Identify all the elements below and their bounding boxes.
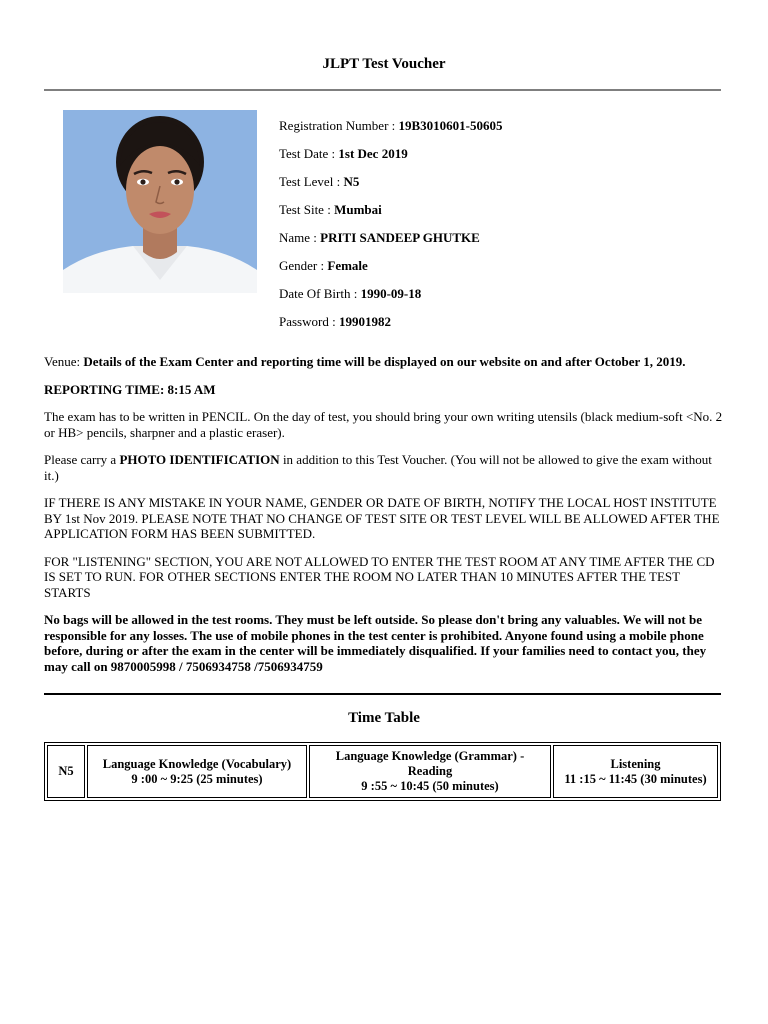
test-site: Mumbai (334, 202, 382, 217)
session-name: Language Knowledge (Grammar) - Reading (335, 749, 525, 778)
pencil-note: The exam has to be written in PENCIL. On the day of test, you should bring your own writing utensils (black medium-soft <No. 2 or HB> pencils, sharpner and a plastic eraser). (44, 409, 723, 440)
candidate-name: PRITI SANDEEP GHUTKE (320, 230, 480, 245)
candidate-details (279, 118, 503, 342)
date-of-birth-row: Date Of Birth : 1990-09-18 (279, 286, 422, 301)
test-level-row: Test Level : N5 (279, 174, 360, 189)
reporting-time: REPORTING TIME: 8:15 AM (44, 381, 216, 397)
test-date-row: Test Date : 1st Dec 2019 (279, 146, 408, 161)
section-divider (44, 693, 721, 695)
bags-note: No bags will be allowed in the test rooms. They must be left outside. So please don't bring any valuables. We will not be responsible for any losses. The use of mobile phones in the test center is prohibited. Anyone found using a mobile phone before, during or after the exam in the center will be immediately disqualified. If your families need to contact you, they may call on 9870005998 / 7506934758 /7506934759 (44, 612, 707, 674)
time-table (44, 742, 721, 801)
level-cell: N5 (47, 745, 85, 798)
mistake-note: IF THERE IS ANY MISTAKE IN YOUR NAME, GENDER OR DATE OF BIRTH, NOTIFY THE LOCAL HOST INSTITUTE BY 1st Nov 2019. PLEASE NOTE THAT NO CHANGE OF TEST SITE OR TEST LEVEL WILL BE ALLOWED AFTER THE APPLICATION FORM HAS BEEN SUBMITTED. (44, 495, 720, 541)
header-divider (44, 89, 721, 91)
session-cell (309, 745, 551, 798)
session-name: Listening (610, 756, 661, 771)
table-row (47, 745, 718, 798)
test-date: 1st Dec 2019 (338, 146, 408, 161)
date-of-birth: 1990-09-18 (360, 286, 422, 301)
venue-paragraph: Venue: Details of the Exam Center and reporting time will be displayed on our website on and after October 1, 2019. (44, 354, 686, 369)
instructions (44, 354, 724, 686)
session-time: 9 :00 ~ 9:25 (25 minutes) (131, 771, 263, 786)
session-cell (553, 745, 718, 798)
page-title: JLPT Test Voucher (322, 56, 446, 72)
session-time: 9 :55 ~ 10:45 (50 minutes) (361, 779, 499, 793)
registration-number-row: Registration Number : 19B3010601-50605 (279, 118, 503, 133)
gender-row: Gender : Female (279, 258, 368, 273)
photo-id-note: Please carry a PHOTO IDENTIFICATION in addition to this Test Voucher. (You will not be allowed to give the exam without it.) (44, 452, 712, 483)
test-site-row: Test Site : Mumbai (279, 202, 382, 217)
session-time: 11 :15 ~ 11:45 (30 minutes) (564, 771, 707, 786)
session-cell (87, 745, 307, 798)
gender: Female (327, 258, 368, 273)
candidate-photo (63, 110, 257, 293)
session-name: Language Knowledge (Vocabulary) (102, 756, 292, 771)
test-level: N5 (343, 174, 360, 189)
registration-number: 19B3010601-50605 (398, 118, 503, 133)
name-row: Name : PRITI SANDEEP GHUTKE (279, 230, 480, 245)
password: 19901982 (338, 314, 391, 329)
time-table-title: Time Table (348, 710, 420, 726)
listening-note: FOR "LISTENING" SECTION, YOU ARE NOT ALLOWED TO ENTER THE TEST ROOM AT ANY TIME AFTER THE CD IS SET TO RUN. FOR OTHER SECTIONS ENTER THE ROOM NO LATER THAN 10 MINUTES AFTER THE TEST STARTS (44, 553, 715, 600)
password-row: Password : 19901982 (279, 314, 391, 329)
